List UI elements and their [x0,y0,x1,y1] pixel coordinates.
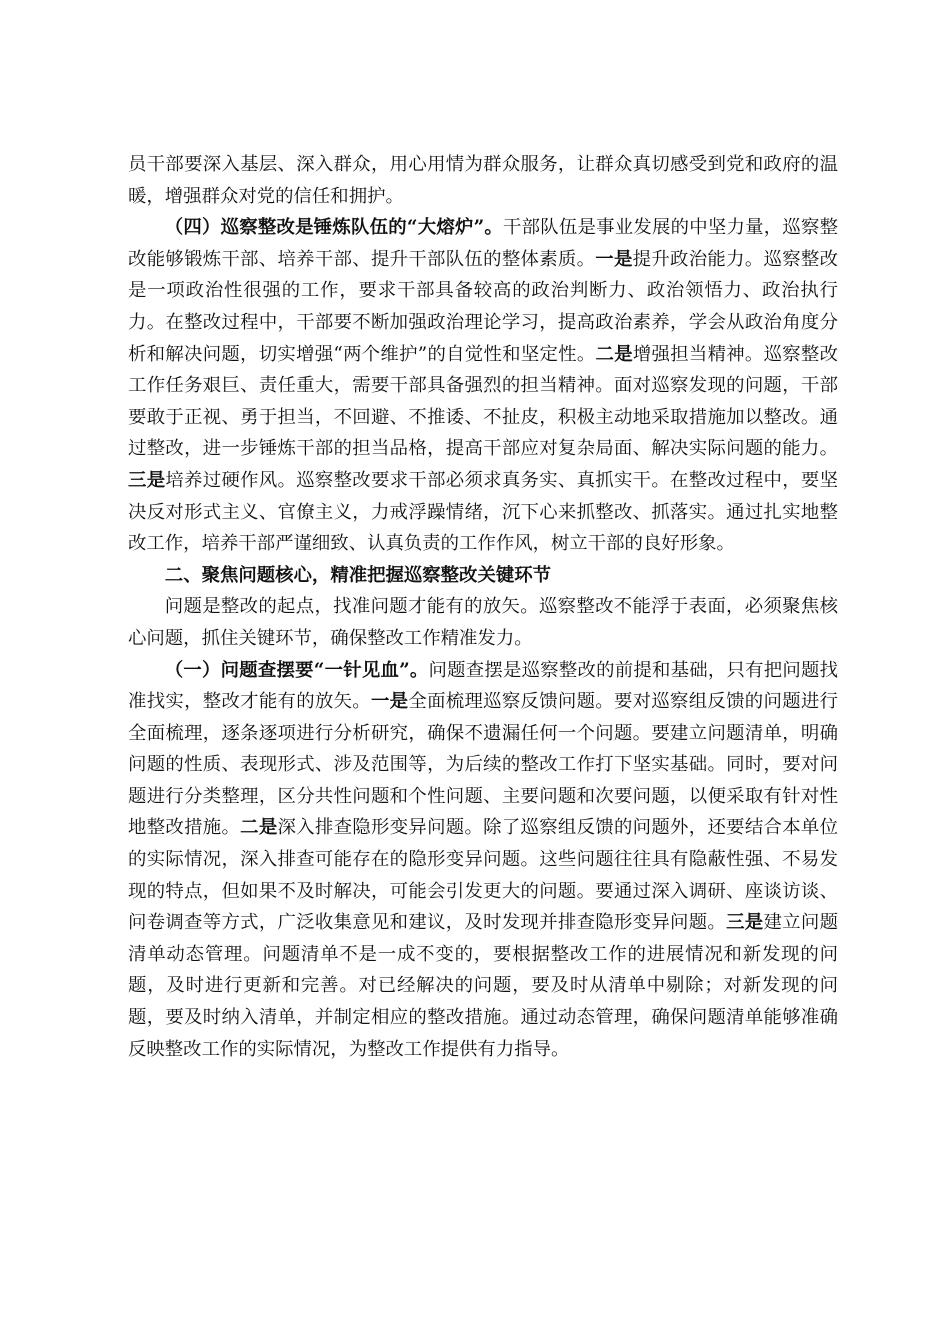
document-body [128,149,838,1065]
paragraph-section-2-1 [128,655,838,1066]
paragraph-text: 全面梳理巡察反馈问题。要对巡察组反馈的问题进行全面梳理，逐条逐项进行分析研究，确保不遗漏任何一个问题。要建立问题清单，明确问题的性质、表现形式、涉及范围等，为后续的整改工作打下坚实基础。同时，要对问题进行分类整理，区分共性问题和个性问题、主要问题和次要问题，以便采取有针对性地整改措施。 [128,691,838,839]
paragraph-text: 增强担当精神。巡察整改工作任务艰巨、责任重大，需要干部具备强烈的担当精神。面对巡察发现的问题，干部要敢于正视、勇于担当，不回避、不推诿、不扯皮，积极主动地采取措施加以整改。通过整改，进一步锤炼干部的担当品格，提高干部应对复杂局面、解决实际问题的能力。 [128,343,838,460]
lead-marker: 二是 [240,817,278,839]
subheading-section-2-1: （一）问题查摆要“一针见血”。 [164,659,429,681]
lead-marker: 三是 [128,469,166,491]
paragraph-continuation: 员干部要深入基层、深入群众，用心用情为群众服务，让群众真切感受到党和政府的温暖，增强群众对党的信任和拥护。 [128,154,838,207]
lead-marker: 二是 [595,343,633,365]
paragraph-intro: 问题是整改的起点，找准问题才能有的放矢。巡察整改不能浮于表面，必须聚焦核心问题，抓住关键环节，确保整改工作精准发力。 [128,596,838,649]
paragraph-text: 建立问题清单动态管理。问题清单不是一成不变的，要根据整改工作的进展情况和新发现的问题，及时进行更新和完善。对已经解决的问题，要及时从清单中剔除；对新发现的问题，要及时纳入清单，并制定相应的整改措施。通过动态管理，确保问题清单能够准确反映整改工作的实际情况，为整改工作提供有力指导。 [128,912,838,1060]
paragraph-text: 问题查摆是巡察整改的前提和基础，只有把问题找准找实，整改才能有的放矢。 [128,659,838,713]
lead-marker: 一是 [370,691,409,713]
paragraph-text: 深入排查隐形变异问题。除了巡察组反馈的问题外，还要结合本单位的实际情况，深入排查可能存在的隐形变异问题。这些问题往往具有隐蔽性强、不易发现的特点，但如果不及时解决，可能会引发更大的问题。要通过深入调研、座谈访谈、问卷调查等方式，广泛收集意见和建议，及时发现并排查隐形变异问题。 [128,817,838,934]
lead-marker: 三是 [726,912,764,934]
paragraph-text: 提升政治能力。巡察整改是一项政治性很强的工作，要求干部具备较高的政治判断力、政治领悟力、政治执行力。在整改过程中，干部要不断加强政治理论学习，提高政治素养，学会从政治角度分析和解决问题，切实增强“两个维护”的自觉性和坚定性。 [128,248,838,365]
section-heading-2: 二、聚焦问题核心，精准把握巡察整改关键环节 [164,564,552,586]
paragraph-section-4 [128,212,838,560]
paragraph-text: 干部队伍是事业发展的中坚力量，巡察整改能够锻炼干部、培养干部、提升干部队伍的整体素质。 [128,217,838,270]
lead-marker: 一是 [595,248,633,270]
subheading-section-4: （四）巡察整改是锤炼队伍的“大熔炉”。 [164,217,503,239]
paragraph-text: 培养过硬作风。巡察整改要求干部必须求真务实、真抓实干。在整改过程中，要坚决反对形式主义、官僚主义，力戒浮躁情绪，沉下心来抓整改、抓落实。通过扎实地整改工作，培养干部严谨细致、认真负责的工作作风，树立干部的良好形象。 [128,469,838,555]
